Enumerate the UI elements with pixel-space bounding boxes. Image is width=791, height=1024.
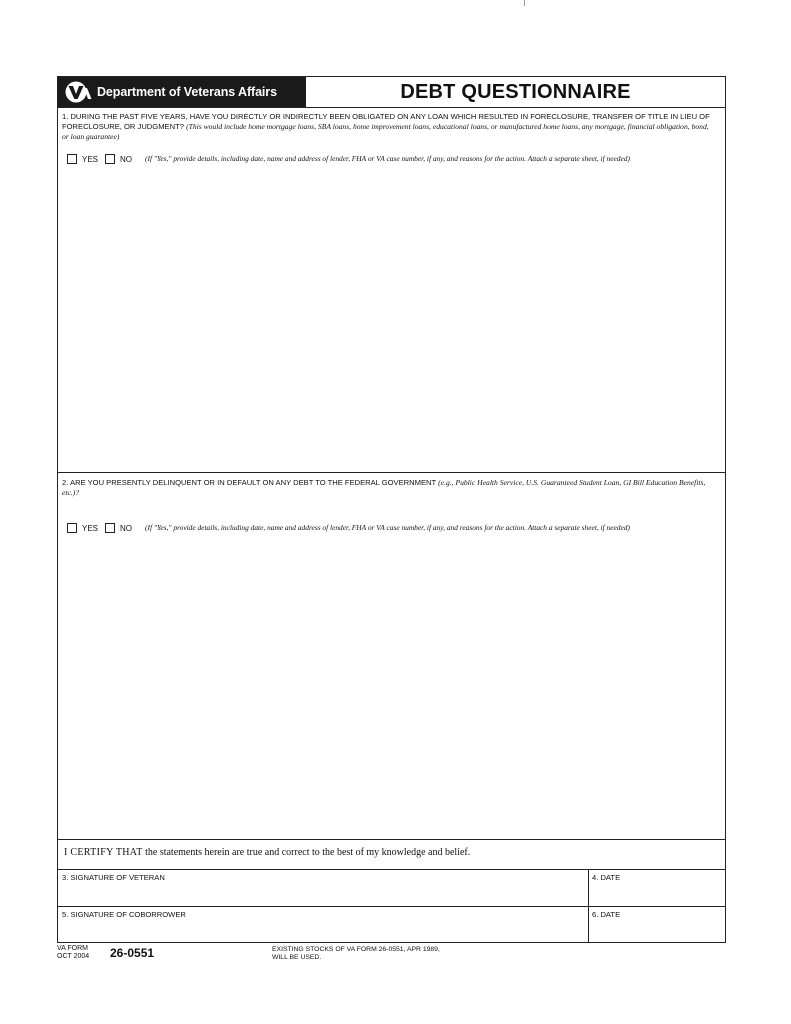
question-1-prompt: 1. DURING THE PAST FIVE YEARS, HAVE YOU DIRECTLY OR INDIRECTLY BEEN OBLIGATED ON ANY LOAN WHICH RESULTED IN FORECLOSURE, TRANSFER OF TITLE IN LIEU OF FORECLOSURE, OR JUDGMENT? <box>62 112 710 131</box>
existing-stocks-note <box>272 946 440 962</box>
form-header <box>58 77 725 108</box>
q2-yes-option[interactable] <box>67 523 98 533</box>
stock-note-line-1: EXISTING STOCKS OF VA FORM 26-0551, APR 1989, <box>272 946 440 953</box>
q2-instructions: (If "Yes," provide details, including date, name and address of lender, FHA or VA case number, if any, and reasons for the action. Attach a separate sheet, if needed) <box>145 523 630 532</box>
q1-no-checkbox[interactable] <box>105 154 115 164</box>
form-label: VA FORM <box>57 945 88 952</box>
va-seal-icon <box>63 80 93 104</box>
q1-no-label: NO <box>120 154 133 164</box>
crop-mark <box>524 0 525 6</box>
certify-lead: I CERTIFY THAT <box>64 847 143 858</box>
q1-no-option[interactable] <box>105 154 132 164</box>
q2-yes-label: YES <box>82 523 99 533</box>
question-2-prompt: 2. ARE YOU PRESENTLY DELINQUENT OR IN DEFAULT ON ANY DEBT TO THE FEDERAL GOVERNMENT <box>62 478 437 487</box>
form-title: DEBT QUESTIONNAIRE <box>400 80 631 103</box>
agency-name: Department of Veterans Affairs <box>97 85 277 99</box>
q1-yes-option[interactable] <box>67 154 98 164</box>
question-2-examples: (e.g., Public Health Service, U.S. Guaranteed Student Loan, GI Bill Education Benefits, etc.)? <box>62 478 706 497</box>
form-id-block <box>57 945 89 961</box>
coborrower-signature-field[interactable] <box>58 907 589 942</box>
form-number: 26-0551 <box>110 946 155 960</box>
date-4-field[interactable] <box>588 870 725 906</box>
q1-instructions: (If "Yes," provide details, including date, name and address of lender, FHA or VA case number, if any, and reasons for the action. Attach a separate sheet, if needed) <box>145 154 630 163</box>
veteran-signature-field[interactable] <box>58 870 589 906</box>
question-2-section <box>58 473 725 840</box>
question-2-answers <box>67 523 715 533</box>
stock-note-line-2: WILL BE USED. <box>272 954 322 961</box>
q2-yes-checkbox[interactable] <box>67 523 77 533</box>
question-2-text <box>62 478 717 498</box>
date-6-label: 6. DATE <box>592 910 621 919</box>
q2-no-label: NO <box>120 523 133 533</box>
q1-yes-checkbox[interactable] <box>67 154 77 164</box>
debt-questionnaire-form <box>57 76 726 943</box>
date-6-field[interactable] <box>588 907 725 942</box>
question-1-text <box>62 112 717 142</box>
certification-statement <box>58 840 725 870</box>
question-1-answers <box>67 154 715 164</box>
coborrower-signature-row <box>58 907 725 942</box>
q2-no-checkbox[interactable] <box>105 523 115 533</box>
coborrower-signature-label: 5. SIGNATURE OF COBORROWER <box>62 910 186 919</box>
date-4-label: 4. DATE <box>592 873 621 882</box>
question-1-examples: (This would include home mortgage loans, SBA loans, home improvement loans, educational loans, or manufactured home loans, any mortgage, financial obligation, bond, or loan guarantee) <box>62 122 709 141</box>
q2-no-option[interactable] <box>105 523 132 533</box>
veteran-signature-label: 3. SIGNATURE OF VETERAN <box>62 873 165 882</box>
certify-text: the statements herein are true and correct to the best of my knowledge and belief. <box>145 847 471 858</box>
q1-yes-label: YES <box>82 154 99 164</box>
agency-banner <box>58 77 306 107</box>
form-edition-date: OCT 2004 <box>57 953 90 960</box>
question-1-section <box>58 107 725 473</box>
veteran-signature-row <box>58 870 725 907</box>
